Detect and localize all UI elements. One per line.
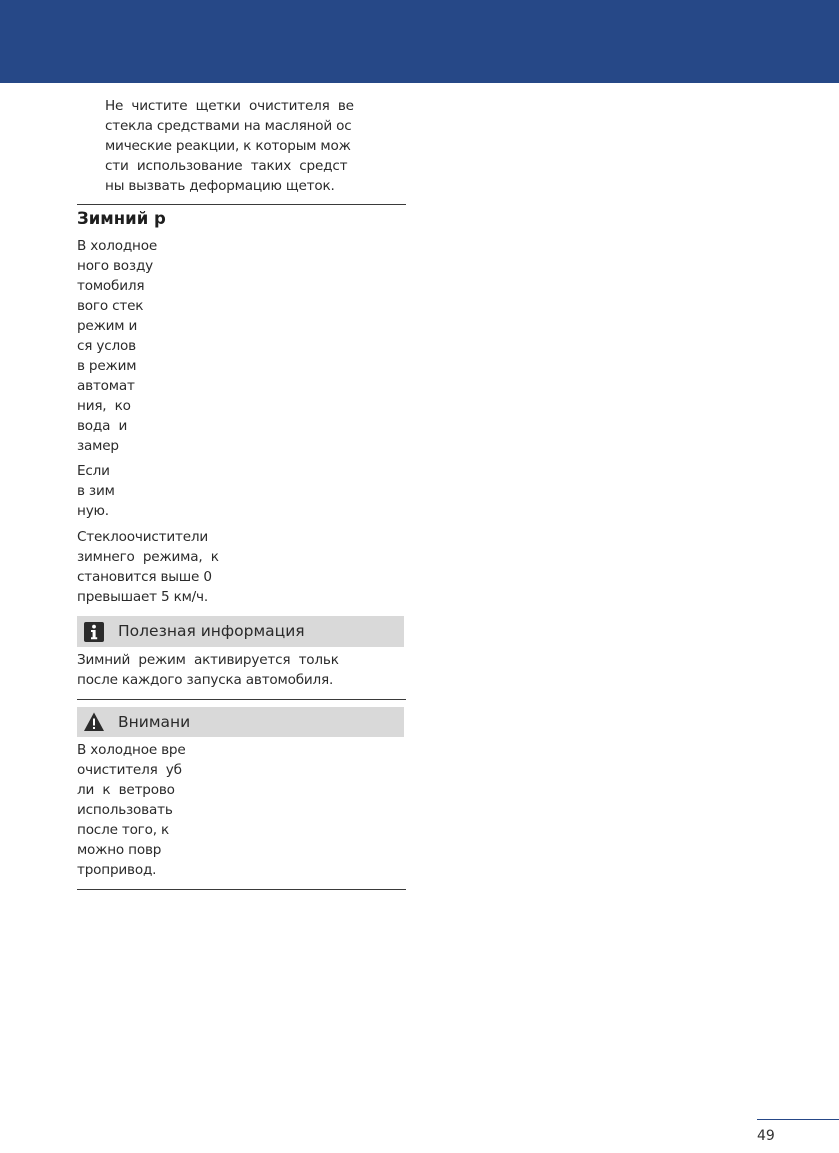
notice-top-line: Не чистите щетки очистителя ве xyxy=(105,98,354,114)
warning-line: В холодное вре xyxy=(77,742,186,758)
warning-line: после того, к xyxy=(77,822,169,838)
header-band xyxy=(0,0,839,83)
notice-top-line: ны вызвать деформацию щеток. xyxy=(105,178,335,194)
paragraph-line: зимнего режима, к xyxy=(77,549,219,565)
divider xyxy=(77,889,406,890)
paragraph-line: вого стек xyxy=(77,298,144,314)
info-line: Зимний режим активируется тольк xyxy=(77,652,339,668)
paragraph-line: автомат xyxy=(77,378,135,394)
paragraph-line: превышает 5 км/ч. xyxy=(77,589,208,605)
info-box-title: Полезная информация xyxy=(118,622,305,640)
paragraph-2 xyxy=(77,461,406,521)
section-heading: Зимний р xyxy=(77,209,166,228)
paragraph-line: вода и xyxy=(77,418,128,434)
paragraph-line: Стеклоочистители xyxy=(77,529,209,545)
info-line: после каждого запуска автомобиля. xyxy=(77,672,334,688)
paragraph-line: томобиля xyxy=(77,278,145,294)
notice-top-line: стекла средствами на масляной ос xyxy=(105,118,352,134)
warning-line: использовать xyxy=(77,802,173,818)
warning-line: можно повр xyxy=(77,842,162,858)
notice-top-line: сти использование таких средст xyxy=(105,158,348,174)
notice-top-line: мические реакции, к которым мож xyxy=(105,138,351,154)
paragraph-line: режим и xyxy=(77,318,138,334)
paragraph-line: Если xyxy=(77,463,110,479)
paragraph-line: в режим xyxy=(77,358,137,374)
notice-top xyxy=(105,96,405,196)
info-icon xyxy=(83,621,105,643)
warning-box-header xyxy=(77,707,404,737)
paragraph-line: в зим xyxy=(77,483,115,499)
warning-triangle-icon xyxy=(83,711,105,733)
paragraph-line: ся услов xyxy=(77,338,136,354)
divider xyxy=(77,699,406,700)
paragraph-line: становится выше 0 xyxy=(77,569,212,585)
warning-box-body xyxy=(77,740,406,880)
paragraph-line: ния, ко xyxy=(77,398,131,414)
divider xyxy=(77,204,406,205)
warning-box-title: Внимани xyxy=(118,713,191,731)
warning-line: очистителя уб xyxy=(77,762,182,778)
warning-line: ли к ветрово xyxy=(77,782,175,798)
info-box-body xyxy=(77,650,406,690)
footer-rule xyxy=(757,1119,839,1120)
info-box-header xyxy=(77,616,404,647)
paragraph-line: ного возду xyxy=(77,258,153,274)
paragraph-line: В холодное xyxy=(77,238,157,254)
paragraph-3 xyxy=(77,527,406,607)
warning-line: тропривод. xyxy=(77,862,157,878)
paragraph-line: ную. xyxy=(77,503,109,519)
paragraph-line: замер xyxy=(77,438,119,454)
page-number: 49 xyxy=(757,1128,775,1144)
paragraph-1 xyxy=(77,236,406,456)
